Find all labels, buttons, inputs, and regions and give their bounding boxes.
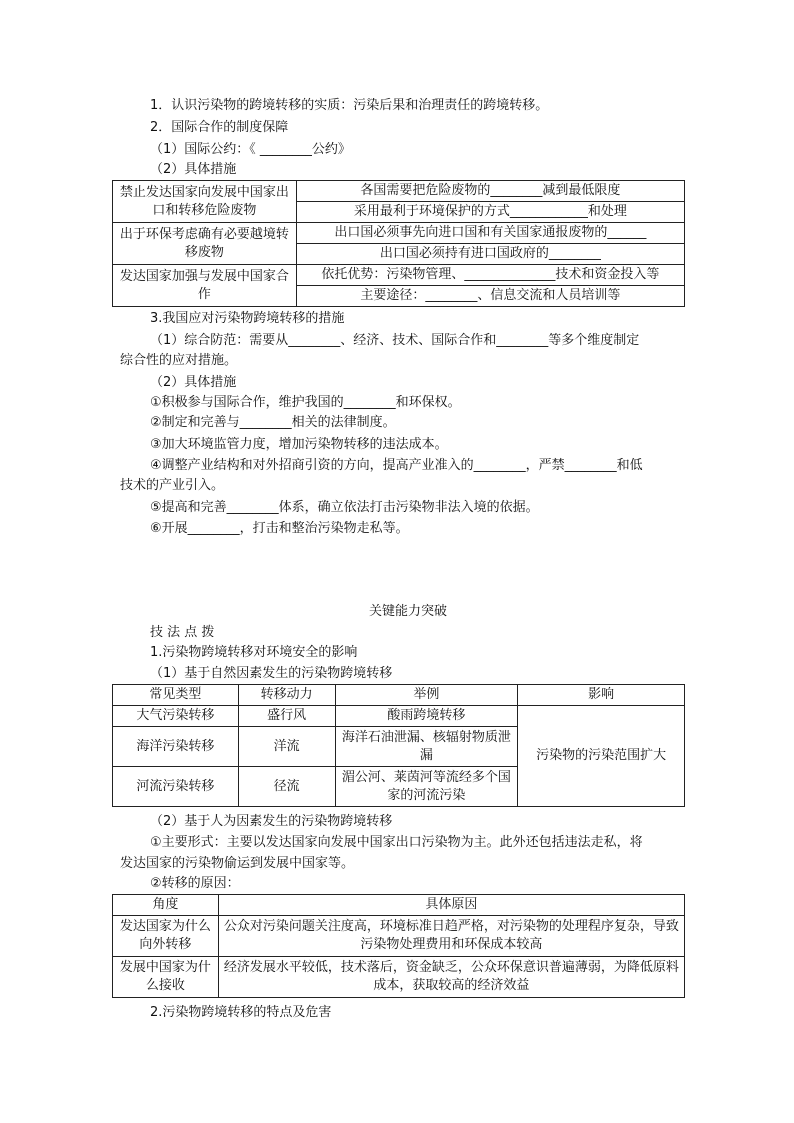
table2-cell: 盛行风 [238,706,335,727]
table2-header: 转移动力 [238,685,335,706]
point-3-heading: 3.我国应对污染物跨境转移的措施 [150,311,345,326]
section-title: 关键能力突破 [369,604,448,619]
transfer-reasons-heading: ②转移的原因： [150,876,240,891]
measure-4: ④调整产业结构和对外招商引资的方向，提高产业准入的________，严禁________和低 [150,458,643,473]
table2-cell: 河流污染转移 [113,767,239,807]
specific-measures-heading-2: （2）具体措施 [150,375,237,390]
table2-cell: 海洋石油泄漏、核辐射物质泄漏 [335,727,518,767]
measure-2: ②制定和完善与________相关的法律制度。 [150,415,396,430]
table1-cell: 依托优势：污染物管理、______________技术和资金投入等 [296,265,684,286]
table3-header: 具体原因 [218,895,684,916]
measure-3: ③加大环境监管力度，增加污染物转移的违法成本。 [150,437,448,452]
measure-1: ①积极参与国际合作，维护我国的________和环保权。 [150,395,461,410]
table2-cell: 酸雨跨境转移 [335,706,518,727]
point-2-characteristics: 2.污染物跨境转移的特点及危害 [150,1005,332,1020]
table2-header: 举例 [335,685,518,706]
table1-cell: 禁止发达国家向发展中国家出口和转移危险废物 [113,181,297,223]
measure-6: ⑥开展________，打击和整治污染物走私等。 [150,521,409,536]
table2-cell: 径流 [238,767,335,807]
table1-cell: 出口国必须持有进口国政府的________ [296,244,684,265]
table1-cell: 各国需要把危险废物的________减到最低限度 [296,181,684,202]
table2-header: 常见类型 [113,685,239,706]
table2-cell: 海洋污染转移 [113,727,239,767]
table2-cell: 洋流 [238,727,335,767]
comprehensive-prevention: （1）综合防范：需要从________、经济、技术、国际合作和________等多个维度制定 [150,333,640,348]
table3-cell: 公众对污染问题关注度高，环境标准日趋严格，对污染物的处理程序复杂，导致污染物处理费用和环保成本较高 [218,916,684,957]
section-subtitle: 技 法 点 拨 [150,625,215,640]
table2-impact: 污染物的污染范围扩大 [518,706,685,807]
measure-4-cont: 技术的产业引入。 [120,478,225,493]
natural-transfer-table [112,684,685,807]
point-1-impact: 1.污染物跨境转移对环境安全的影响 [150,645,358,660]
table3-header: 角度 [113,895,219,916]
table1-cell: 出于环保考虑确有必要越境转移废物 [113,223,297,265]
international-convention: （1）国际公约：《 ________公约》 [150,142,351,157]
point-2-heading: 2．国际合作的制度保障 [150,120,289,135]
table2-cell: 大气污染转移 [113,706,239,727]
measures-table [112,180,685,307]
natural-factors-heading: （1）基于自然因素发生的污染物跨境转移 [150,666,393,681]
table3-cell: 发达国家为什么向外转移 [113,916,219,957]
measure-5: ⑤提高和完善________体系，确立依法打击污染物非法入境的依据。 [150,500,539,515]
main-form: ①主要形式：主要以发达国家向发展中国家出口污染物为主。此外还包括违法走私，将 [150,835,643,850]
comprehensive-prevention-cont: 综合性的应对措施。 [120,353,238,368]
specific-measures-heading: （2）具体措施 [150,162,237,177]
point-1: 1．认识污染物的跨境转移的实质：污染后果和治理责任的跨境转移。 [150,98,549,113]
table3-cell: 发展中国家为什么接收 [113,957,219,998]
main-form-cont: 发达国家的污染物偷运到发展中国家等。 [120,856,355,871]
reasons-table [112,894,685,998]
table1-cell: 出口国必须事先向进口国和有关国家通报废物的______ [296,223,684,244]
table2-header: 影响 [518,685,685,706]
human-factors-heading: （2）基于人为因素发生的污染物跨境转移 [150,814,393,829]
table1-cell: 发达国家加强与发展中国家合作 [113,265,297,307]
table3-cell: 经济发展水平较低，技术落后，资金缺乏，公众环保意识普遍薄弱，为降低原料成本，获取较高的经济效益 [218,957,684,998]
table2-cell: 湄公河、莱茵河等流经多个国家的河流污染 [335,767,518,807]
table1-cell: 采用最利于环境保护的方式____________和处理 [296,202,684,223]
table1-cell: 主要途径：________、信息交流和人员培训等 [296,286,684,307]
